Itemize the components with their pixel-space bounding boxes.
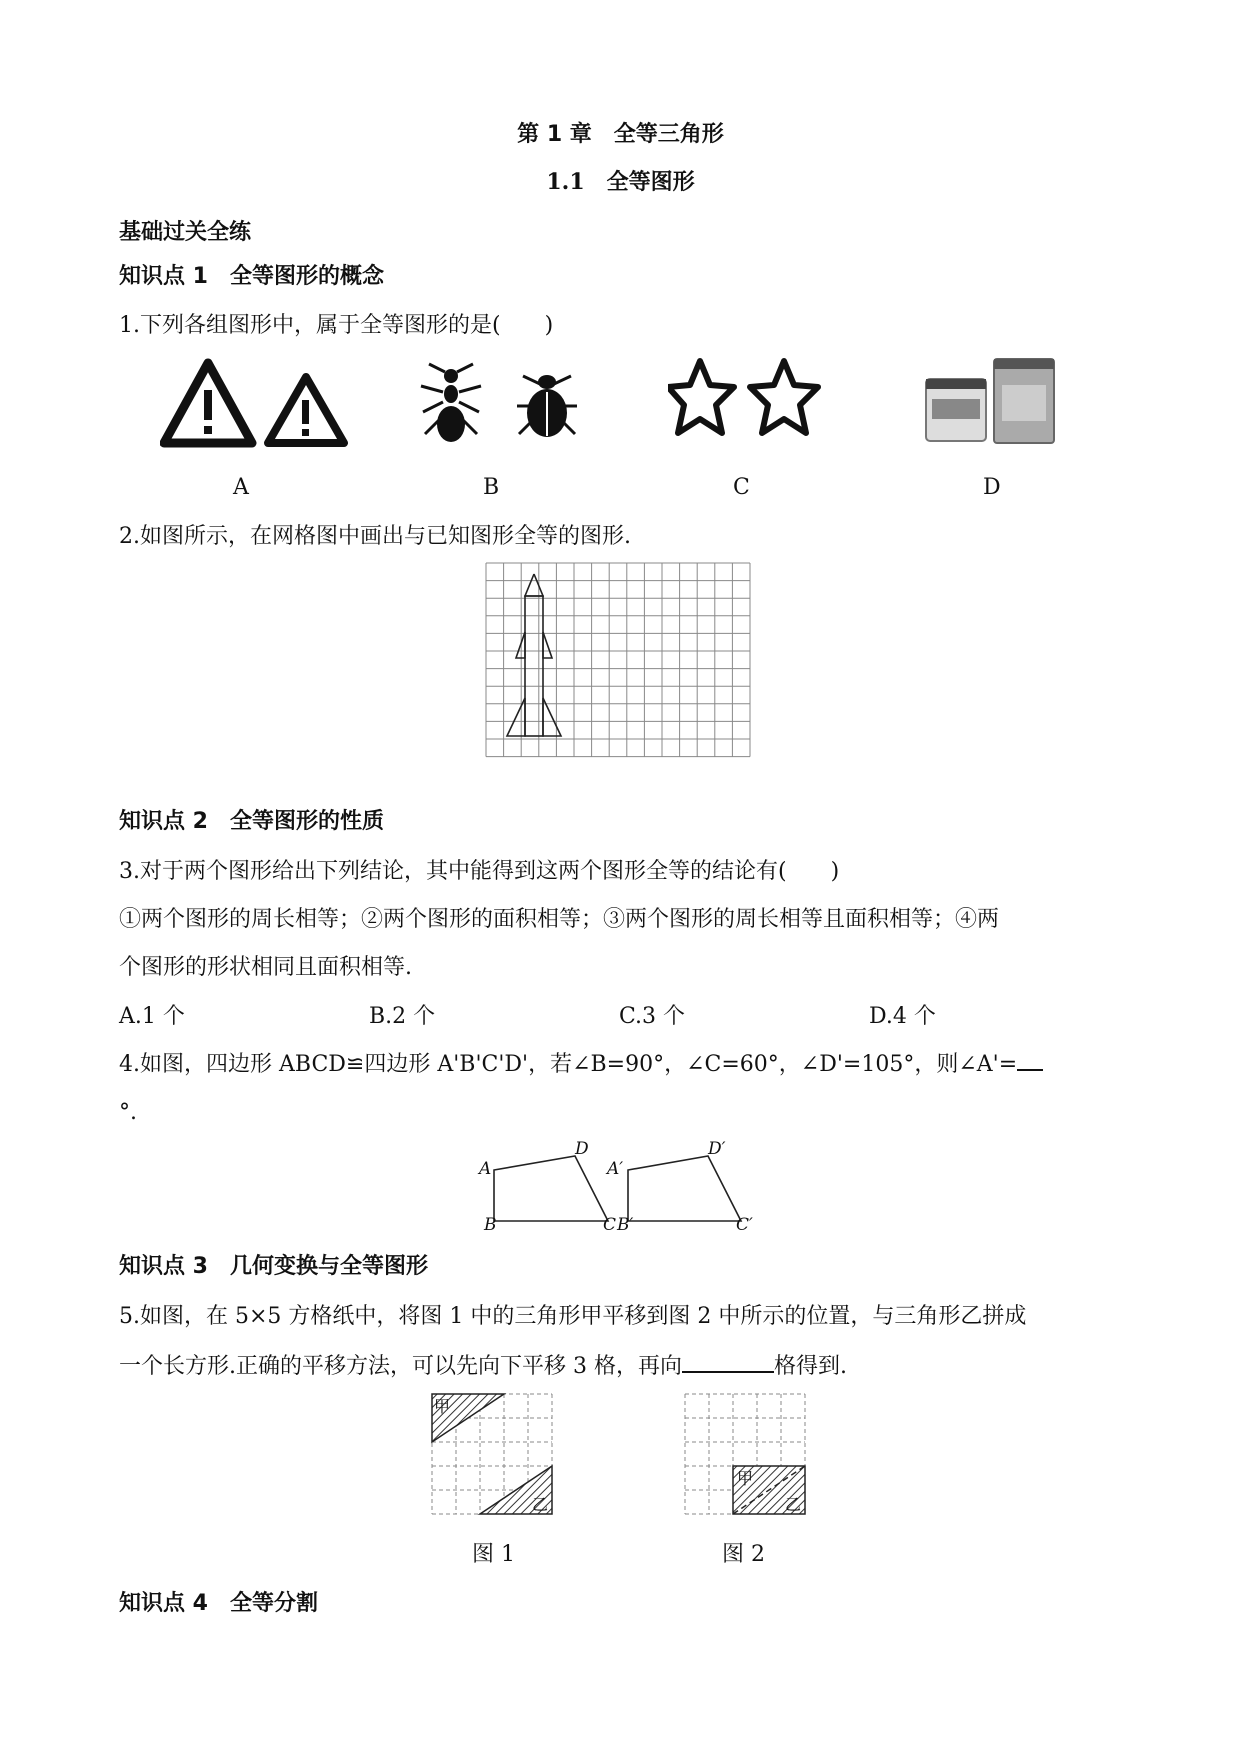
vertex-a-prime: A′ xyxy=(607,1159,624,1179)
section-title: 1.1 全等图形 xyxy=(546,169,695,195)
question-3-option-c: C.3 个 xyxy=(619,1004,686,1029)
grid-rocket-figure xyxy=(485,562,752,762)
question-3-option-b: B.2 个 xyxy=(369,1004,436,1029)
chapter-title: 第 1 章 全等三角形 xyxy=(517,122,724,147)
knowledge-point-2: 知识点 2 全等图形的性质 xyxy=(119,809,384,834)
cans-photo xyxy=(920,355,1060,450)
grid-figure-2 xyxy=(683,1392,811,1520)
triangle-jia-label: 甲 xyxy=(434,1397,451,1416)
question-5-text: 5.如图，在 5×5 方格纸中，将图 1 中的三角形甲平移到图 2 中所示的位置，与三角形乙拼成 xyxy=(119,1304,1027,1329)
question-5-text-cont: 一个长方形.正确的平移方法，可以先向下平移 3 格，再向 格得到. xyxy=(119,1354,847,1379)
warning-triangle-icon xyxy=(160,355,360,455)
question-3-option-d: D.4 个 xyxy=(869,1004,936,1029)
knowledge-point-3: 知识点 3 几何变换与全等图形 xyxy=(119,1254,428,1279)
triangle-yi-label-2: 乙 xyxy=(785,1495,802,1514)
question-4-text: 4.如图，四边形 ABCD≌四边形 A'B'C'D'，若∠B=90°，∠C=60°，∠D'=105°，则∠A'= xyxy=(119,1050,1043,1080)
grid-figure-1 xyxy=(430,1392,558,1520)
question-2-text: 2.如图所示，在网格图中画出与已知图形全等的图形. xyxy=(119,524,631,549)
insect-icon xyxy=(415,358,595,448)
figure-2-caption: 图 2 xyxy=(722,1542,765,1567)
vertex-d: D xyxy=(575,1139,589,1159)
knowledge-point-1: 知识点 1 全等图形的概念 xyxy=(119,264,384,289)
option-a-label: A xyxy=(233,475,249,500)
practice-heading: 基础过关全练 xyxy=(119,220,252,245)
question-3-option-a: A.1 个 xyxy=(119,1004,185,1029)
vertex-b-prime: B′ xyxy=(617,1215,634,1230)
vertex-c: C xyxy=(603,1215,617,1230)
triangle-yi-label: 乙 xyxy=(532,1495,549,1514)
figure-1-caption: 图 1 xyxy=(472,1542,515,1567)
question-1-text: 1.下列各组图形中，属于全等图形的是( ) xyxy=(119,313,554,338)
quadrilateral-figure xyxy=(475,1135,775,1230)
star-icon xyxy=(668,355,828,450)
option-d-label: D xyxy=(983,475,1001,500)
option-b-label: B xyxy=(483,475,500,500)
vertex-c-prime: C′ xyxy=(736,1215,753,1230)
question-4-text-end: °. xyxy=(119,1100,137,1125)
vertex-d-prime: D′ xyxy=(708,1139,726,1159)
question-3-conclusions: ①两个图形的周长相等；②两个图形的面积相等；③两个图形的周长相等且面积相等；④两 xyxy=(119,907,1000,932)
question-3-text: 3.对于两个图形给出下列结论，其中能得到这两个图形全等的结论有( ) xyxy=(119,859,840,884)
option-c-label: C xyxy=(733,475,750,500)
triangle-jia-label-2: 甲 xyxy=(737,1469,754,1488)
question-3-conclusions-cont: 个图形的形状相同且面积相等. xyxy=(119,955,412,980)
knowledge-point-4: 知识点 4 全等分割 xyxy=(119,1591,318,1616)
vertex-b: B xyxy=(484,1215,497,1230)
vertex-a: A xyxy=(479,1159,492,1179)
